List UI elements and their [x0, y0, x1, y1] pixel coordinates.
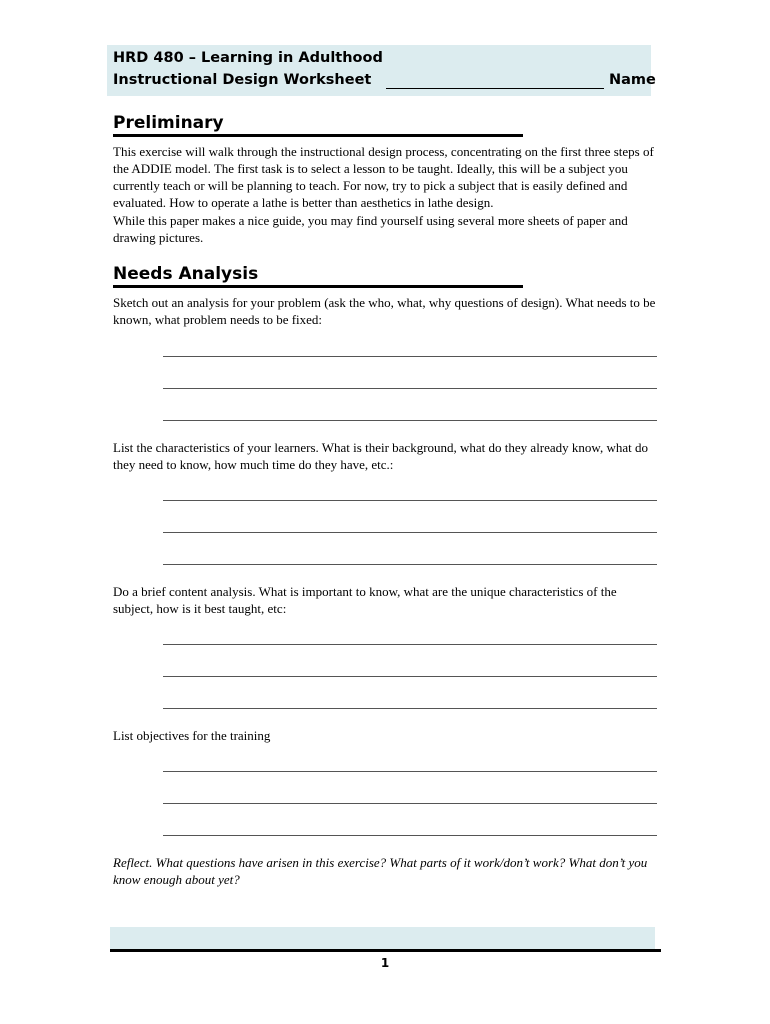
preliminary-paragraph-1: This exercise will walk through the instructional design process, concentrating on the first three steps of the ADDIE model. The first task is to select a lesson to be taught. Ideally, this will be a subject you currently teach or will be planning to teach. For now, try to pick a subject that is easily defined and evaluated. How to operate a lathe is better than aesthetics in lathe design.	[113, 144, 654, 210]
objectives-answer-line-2[interactable]	[163, 803, 657, 804]
preliminary-heading: Preliminary	[113, 113, 224, 133]
problem-answer-line-2[interactable]	[163, 388, 657, 389]
reflect-prompt: Reflect. What questions have arisen in this exercise? What parts of it work/don’t work? What don’t you know enough about yet?	[113, 855, 648, 887]
name-label: Name	[609, 72, 656, 88]
content-answer-line-3[interactable]	[163, 708, 657, 709]
needs-analysis-heading: Needs Analysis	[113, 264, 259, 284]
worksheet-title: Instructional Design Worksheet	[113, 72, 372, 88]
learners-answer-line-3[interactable]	[163, 564, 657, 565]
content-answer-line-1[interactable]	[163, 644, 657, 645]
content-answer-line-2[interactable]	[163, 676, 657, 677]
footer-rule	[110, 949, 661, 952]
preliminary-heading-rule	[113, 134, 523, 137]
problem-answer-line-1[interactable]	[163, 356, 657, 357]
needs-analysis-heading-rule	[113, 285, 523, 288]
learners-prompt: List the characteristics of your learners. What is their background, what do they already know, what do they need to know, how much time do they have, etc.:	[113, 440, 648, 472]
problem-prompt: Sketch out an analysis for your problem (ask the who, what, why questions of design). What needs to be known, what problem needs to be fixed:	[113, 295, 656, 327]
learners-answer-line-1[interactable]	[163, 500, 657, 501]
objectives-answer-line-1[interactable]	[163, 771, 657, 772]
preliminary-paragraph-2: While this paper makes a nice guide, you may find yourself using several more sheets of paper and drawing pictures.	[113, 213, 628, 245]
header-band	[107, 45, 656, 96]
learners-answer-line-2[interactable]	[163, 532, 657, 533]
objectives-answer-line-3[interactable]	[163, 835, 657, 836]
objectives-prompt: List objectives for the training	[113, 728, 271, 743]
footer-band	[110, 927, 655, 949]
problem-answer-line-3[interactable]	[163, 420, 657, 421]
content-prompt: Do a brief content analysis. What is important to know, what are the unique characteristics of the subject, how is it best taught, etc:	[113, 584, 617, 616]
name-field-line[interactable]	[386, 88, 604, 89]
page-number: 1	[380, 956, 390, 970]
course-title: HRD 480 – Learning in Adulthood	[113, 50, 383, 66]
